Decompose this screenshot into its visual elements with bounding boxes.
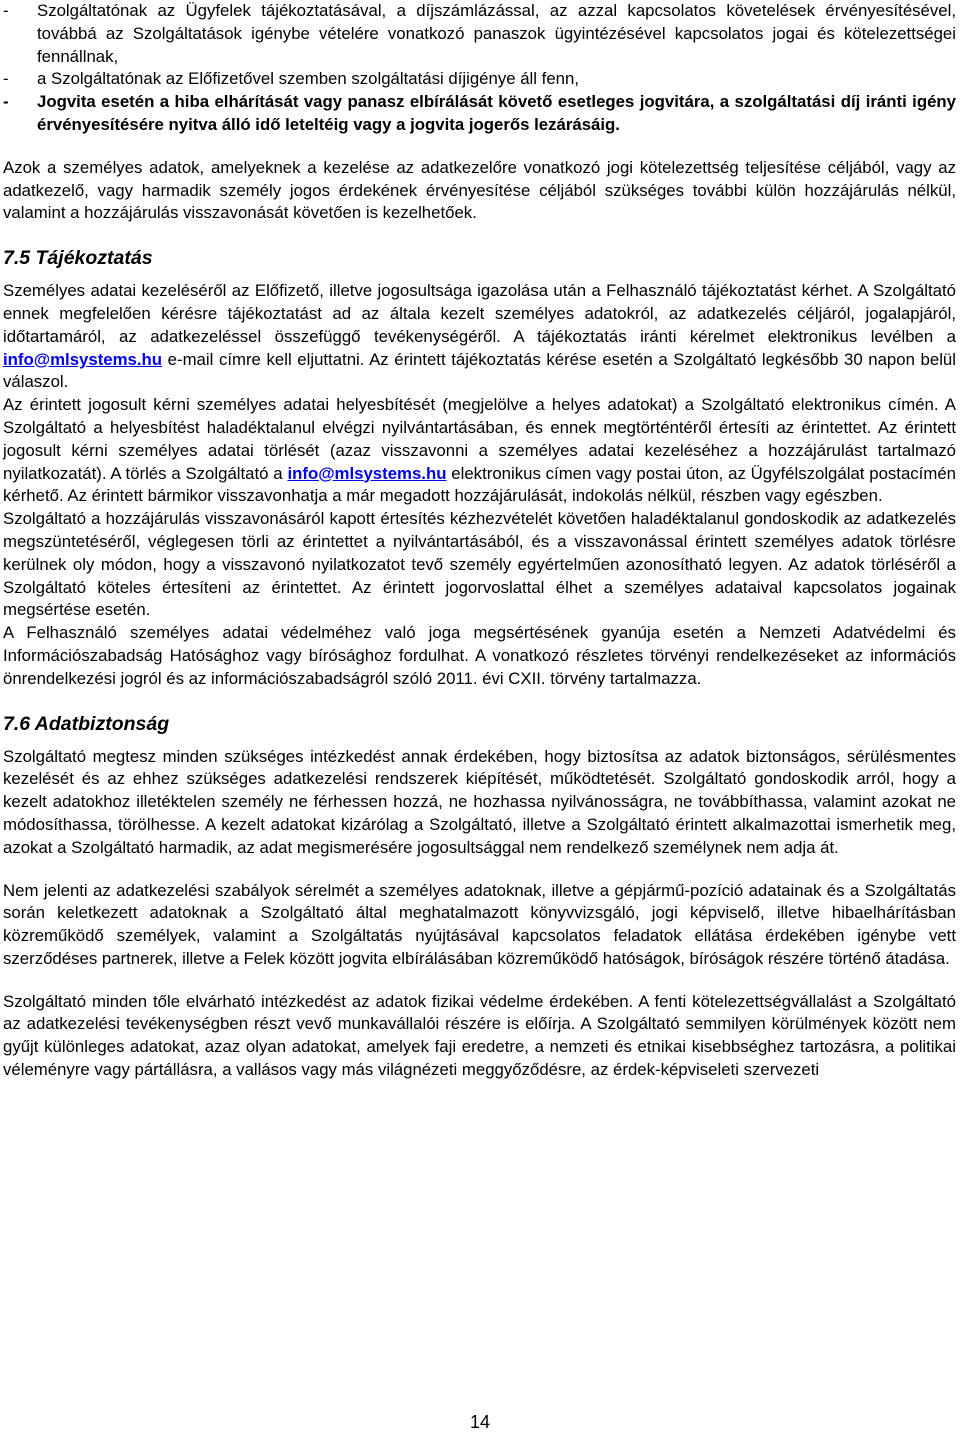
list-item: [3, 91, 956, 137]
list-item: [3, 68, 956, 91]
text-run: Személyes adatai kezeléséről az Előfizető, illetve jogosultsága igazolása után a Felhasználó tájékoztatást kérhet. A Szolgáltató ennek megfelelően kérésre tájékoztatást ad az általa kezelt személyes adatokról, az adatkezelés céljáról, jogalapjáról, időtartamáról, az adatkezeléssel összefüggő tevékenységéről. A tájékoztatás iránti kérelmet elektronikus levélben a: [3, 281, 956, 346]
page-number: 14: [469, 1412, 491, 1432]
list-dash: -: [3, 69, 9, 89]
paragraph-adatbiztonsag-1: Szolgáltató megtesz minden szükséges intézkedést annak érdekében, hogy biztosítsa az adatok biztonságos, sérülésmentes kezelését és az ehhez szükséges adatkezelési rendszerek kiépítését, működtetését. Szolgáltató gondoskodik arról, hogy a kezelt adatokhoz illetéktelen személy ne férhessen hozzá, ne hozhassa nyilvánosságra, ne továbbíthassa, valamint azokat ne módosíthassa, törölhesse. A kezelt adatokat kizárólag a Szolgáltató, illetve a Szolgáltató érintett alkalmazottai ismerhetik meg, azokat a Szolgáltató harmadik, az adat megismerésére jogosultsággal nem rendelkező személynek nem adja át.: [3, 746, 956, 857]
list-item: [3, 0, 956, 68]
text-run: elektronikus címen vagy postai úton, az Ügyfélszolgálat postacímén kérhető. Az érintett bármikor visszavonhatja a már megadott hozzájárulását, indokolás nélkül, részben vagy egészben.: [3, 463, 956, 506]
text-run: Az érintett jogosult kérni személyes adatai helyesbítését (megjelölve a helyes adatokat) a Szolgáltató elektronikus címén. A Szolgáltató a helyesbítést haladéktalanul elvégzi nyilvántartásában, és ennek megtörténtéről értesíti az érintettet. Az érintett jogosult kérni személyes adatai törlését (azaz visszavonni a személyes adatai kezeléséhez a hozzájárulást tartalmazó nyilatkozatát). A törlés a Szolgáltató a: [3, 395, 956, 483]
list-dash: -: [3, 1, 9, 20]
document-page: [3, 0, 956, 1082]
paragraph-tajekoztatas-2: [3, 394, 956, 508]
paragraph-adatbiztonsag-3: Szolgáltató minden tőle elvárható intézkedést az adatok fizikai védelme érdekében. A fenti kötelezettségvállalást a Szolgáltató az adatkezelési tevékenységben részt vevő munkavállalói részére is előírja. A Szolgáltató semmilyen körülmények között nem gyűjt különleges adatokat, azaz olyan adatokat, amelyek faji eredetre, a nemzeti és etnikai kisebbséghez tartozásra, a politikai véleményre vagy pártállásra, a vallásos vagy más világnézeti meggyőződésre, az érdek-képviseleti szervezeti: [3, 991, 956, 1080]
list-item-text: Szolgáltatónak az Ügyfelek tájékoztatásával, a díjszámlázással, az azzal kapcsolatos követelések érvényesítésével, továbbá az Szolgáltatások igénybe vételére vonatkozó panaszok ügyintézésével kapcsolatos jogai és kötelezettségei fennállnak,: [37, 1, 956, 66]
paragraph-tajekoztatas-1: [3, 280, 956, 394]
text-run: e-mail címre kell eljuttatni. Az érintett tájékoztatás kérése esetén a Szolgáltató legkésőbb 30 napon belül válaszol.: [3, 349, 956, 392]
paragraph-tajekoztatas-3: Szolgáltató a hozzájárulás visszavonásáról kapott értesítés kézhezvételét követően haladéktalanul gondoskodik az adatkezelés megszüntetéséről, véglegesen törli az érintettet a nyilvántartásából, és a visszavonással érintett személyes adatok törlésre kerülnek oly módon, hogy a visszavonó nyilatkozatot tevő személy egyértelműen azonosítható legyen. Az adatok törléséről a Szolgáltató köteles értesíteni az érintettet. Az érintett jogorvoslattal élhet a személyes adataival kapcsolatos jogainak megsértése esetén.: [3, 509, 956, 620]
retention-conditions-list: [3, 0, 956, 137]
paragraph-tajekoztatas-4: A Felhasználó személyes adatai védelméhez való joga megsértésének gyanúja esetén a Nemzeti Adatvédelmi és Információszabadság Hatósághoz vagy bírósághoz fordulhat. A vonatkozó részletes törvényi rendelkezéseket az információs önrendelkezési jogról és az információszabadságról szóló 2011. évi CXII. törvény tartalmazza.: [3, 623, 956, 688]
email-link[interactable]: info@mlsystems.hu: [287, 463, 447, 483]
section-heading-7-6: 7.6 Adatbiztonság: [3, 712, 170, 735]
list-dash: -: [3, 92, 9, 112]
section-heading-7-5: 7.5 Tájékoztatás: [3, 247, 153, 270]
paragraph-azok: Azok a személyes adatok, amelyeknek a kezelése az adatkezelőre vonatkozó jogi kötelezettség teljesítése céljából, vagy az adatkezelő, vagy harmadik személy jogos érdekének érvényesítése céljából szükséges további külön hozzájárulás nélkül, valamint a hozzájárulás visszavonását követően is kezelhetőek.: [3, 157, 956, 223]
list-item-text: Jogvita esetén a hiba elhárítását vagy panasz elbírálását követő esetleges jogvitára, a szolgáltatási díj iránti igény érvényesítésére nyitva álló idő leteltéig vagy a jogvita jogerős lezárásáig.: [37, 92, 956, 134]
email-link[interactable]: info@mlsystems.hu: [3, 349, 163, 369]
paragraph-adatbiztonsag-2: Nem jelenti az adatkezelési szabályok sérelmét a személyes adatoknak, illetve a gépjármű-pozíció adatainak és a Szolgáltatás során keletkezett adatoknak a Szolgáltató által meghatalmazott könyvvizsgáló, jogi képviselő, illetve hibaelhárításban közreműködő személyek, valamint a Szolgáltatás nyújtásával kapcsolatos feladatok ellátása érdekében igénybe vett szerződéses partnerek, illetve a Felek között jogvita elbírálásában közreműködő hatóságok, bíróságok részére történő átadása.: [3, 880, 956, 968]
list-item-text: a Szolgáltatónak az Előfizetővel szemben szolgáltatási díjigénye áll fenn,: [37, 69, 579, 89]
